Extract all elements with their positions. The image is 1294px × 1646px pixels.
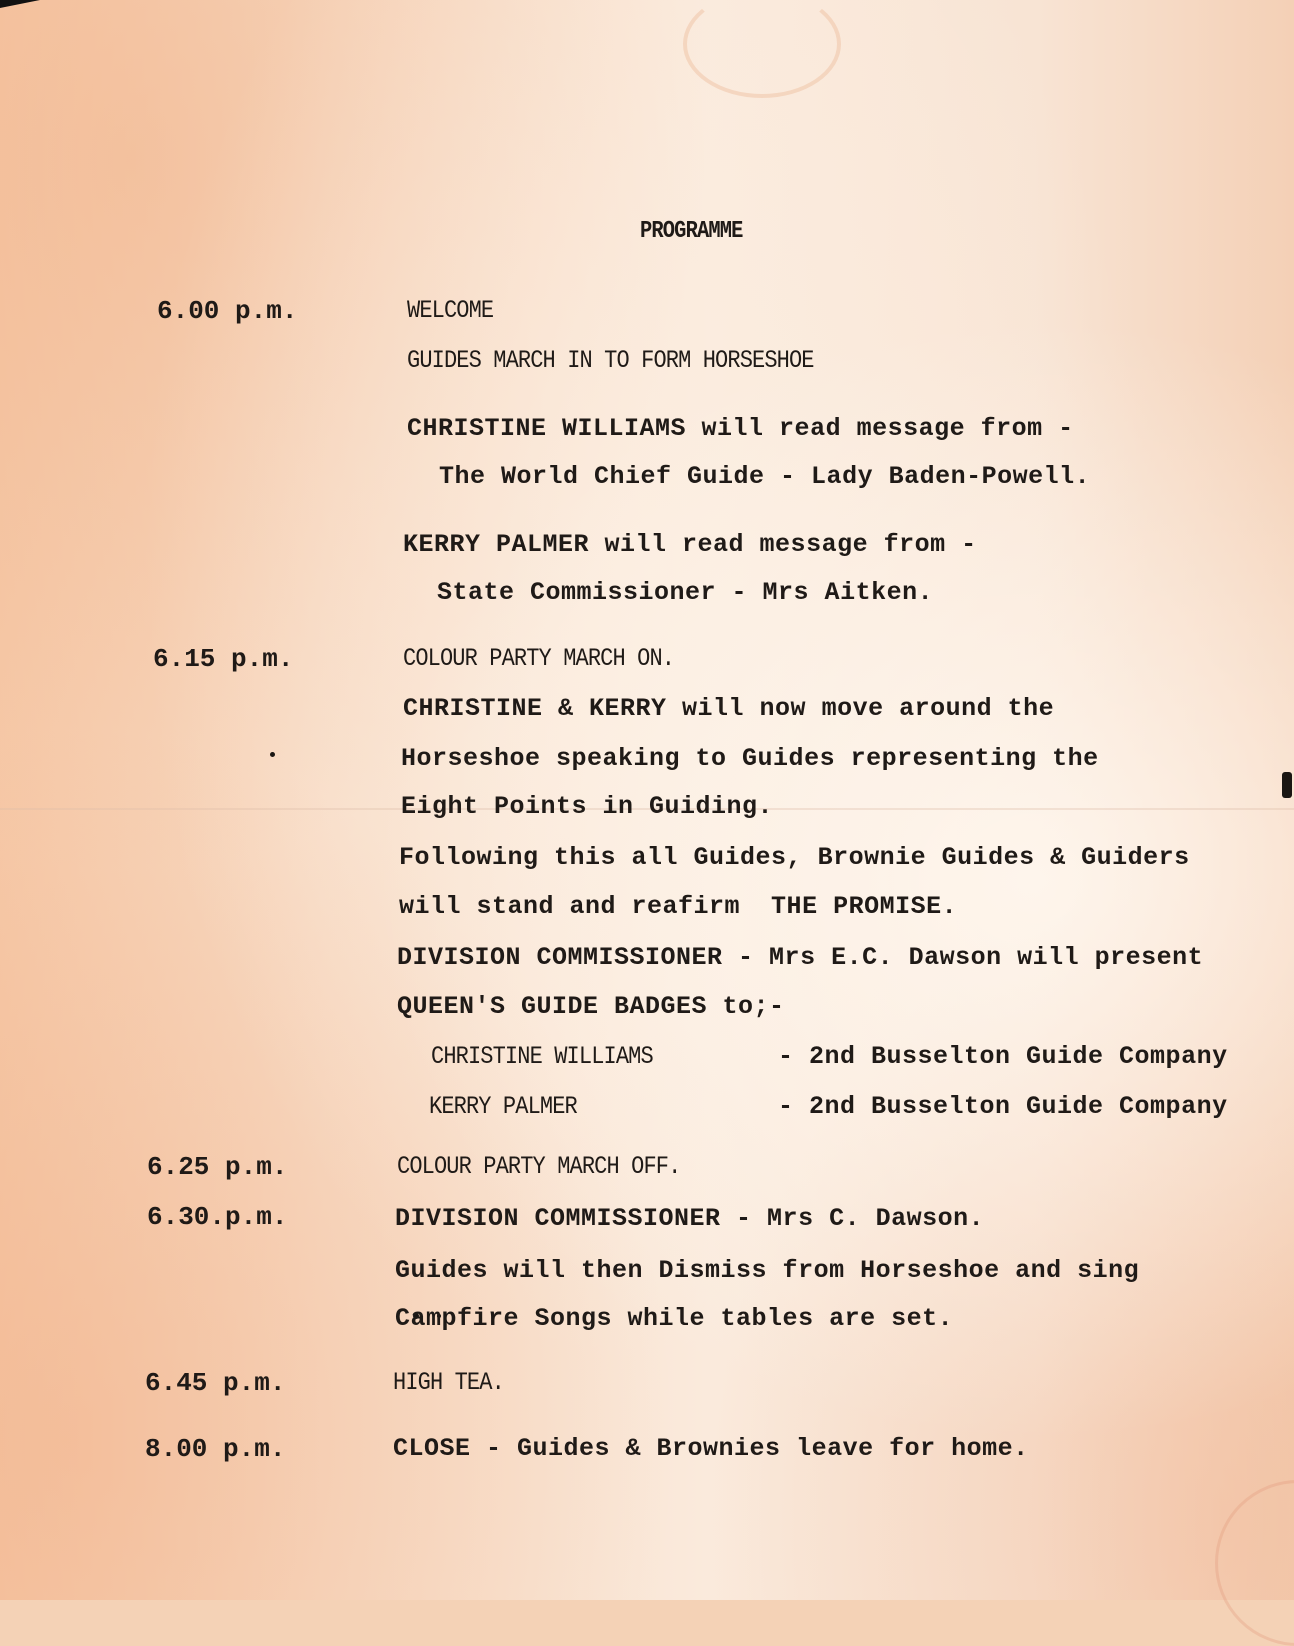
schedule-line: DIVISION COMMISSIONER - Mrs E.C. Dawson will present (397, 943, 1204, 972)
time-label-0615: 6.15 p.m. (153, 644, 294, 674)
welcome-text: WELCOME (407, 296, 494, 325)
badge-recipient-name: KERRY PALMER (429, 1092, 577, 1121)
ink-speck (270, 752, 275, 757)
schedule-line (407, 346, 869, 375)
schedule-line: will stand and reafirm THE PROMISE. (399, 892, 958, 921)
schedule-line: The World Chief Guide - Lady Baden-Powell. (439, 462, 1091, 491)
time-label-0625: 6.25 p.m. (147, 1152, 288, 1182)
schedule-line: State Commissioner - Mrs Aitken. (437, 578, 934, 607)
schedule-line: Horseshoe speaking to Guides representing the (401, 744, 1099, 773)
water-stain-bottom-right (1215, 1480, 1294, 1646)
badge-recipient-name: CHRISTINE WILLIAMS (431, 1042, 653, 1071)
schedule-line: Eight Points in Guiding. (401, 792, 774, 821)
schedule-line: Campfire Songs while tables are set. (395, 1304, 954, 1333)
colour-party-on-text: COLOUR PARTY MARCH ON. (403, 644, 675, 673)
time-label-0630: 6.30.p.m. (147, 1202, 288, 1232)
schedule-line: CHRISTINE & KERRY will now move around the (403, 694, 1055, 723)
schedule-line (397, 1152, 719, 1181)
schedule-line (407, 296, 505, 325)
high-tea-text: HIGH TEA. (393, 1368, 504, 1397)
schedule-line (403, 644, 711, 673)
coffee-stain-top (683, 0, 841, 98)
edge-mark (1282, 772, 1292, 798)
schedule-line: Following this all Guides, Brownie Guides & Guiders (399, 843, 1190, 872)
schedule-line: CHRISTINE WILLIAMS will read message from - (407, 414, 1074, 443)
time-label-0600: 6.00 p.m. (157, 296, 298, 326)
schedule-line (393, 1368, 519, 1397)
colour-party-off-text: COLOUR PARTY MARCH OFF. (397, 1152, 681, 1181)
schedule-line: CLOSE - Guides & Brownies leave for home. (393, 1434, 1029, 1463)
schedule-line: QUEEN'S GUIDE BADGES to;- (397, 992, 785, 1021)
schedule-line: DIVISION COMMISSIONER - Mrs C. Dawson. (395, 1204, 985, 1233)
badge-recipient-company: - 2nd Busselton Guide Company (778, 1092, 1228, 1121)
page-title: PROGRAMME (640, 218, 743, 245)
guides-march-in-text: GUIDES MARCH IN TO FORM HORSESHOE (407, 346, 814, 375)
time-label-0645: 6.45 p.m. (145, 1368, 286, 1398)
schedule-line: Guides will then Dismiss from Horseshoe and sing (395, 1256, 1140, 1285)
time-label-0800: 8.00 p.m. (145, 1434, 286, 1464)
badge-recipient-company: - 2nd Busselton Guide Company (778, 1042, 1228, 1071)
schedule-line: KERRY PALMER will read message from - (403, 530, 977, 559)
scan-corner-shadow (0, 0, 40, 8)
